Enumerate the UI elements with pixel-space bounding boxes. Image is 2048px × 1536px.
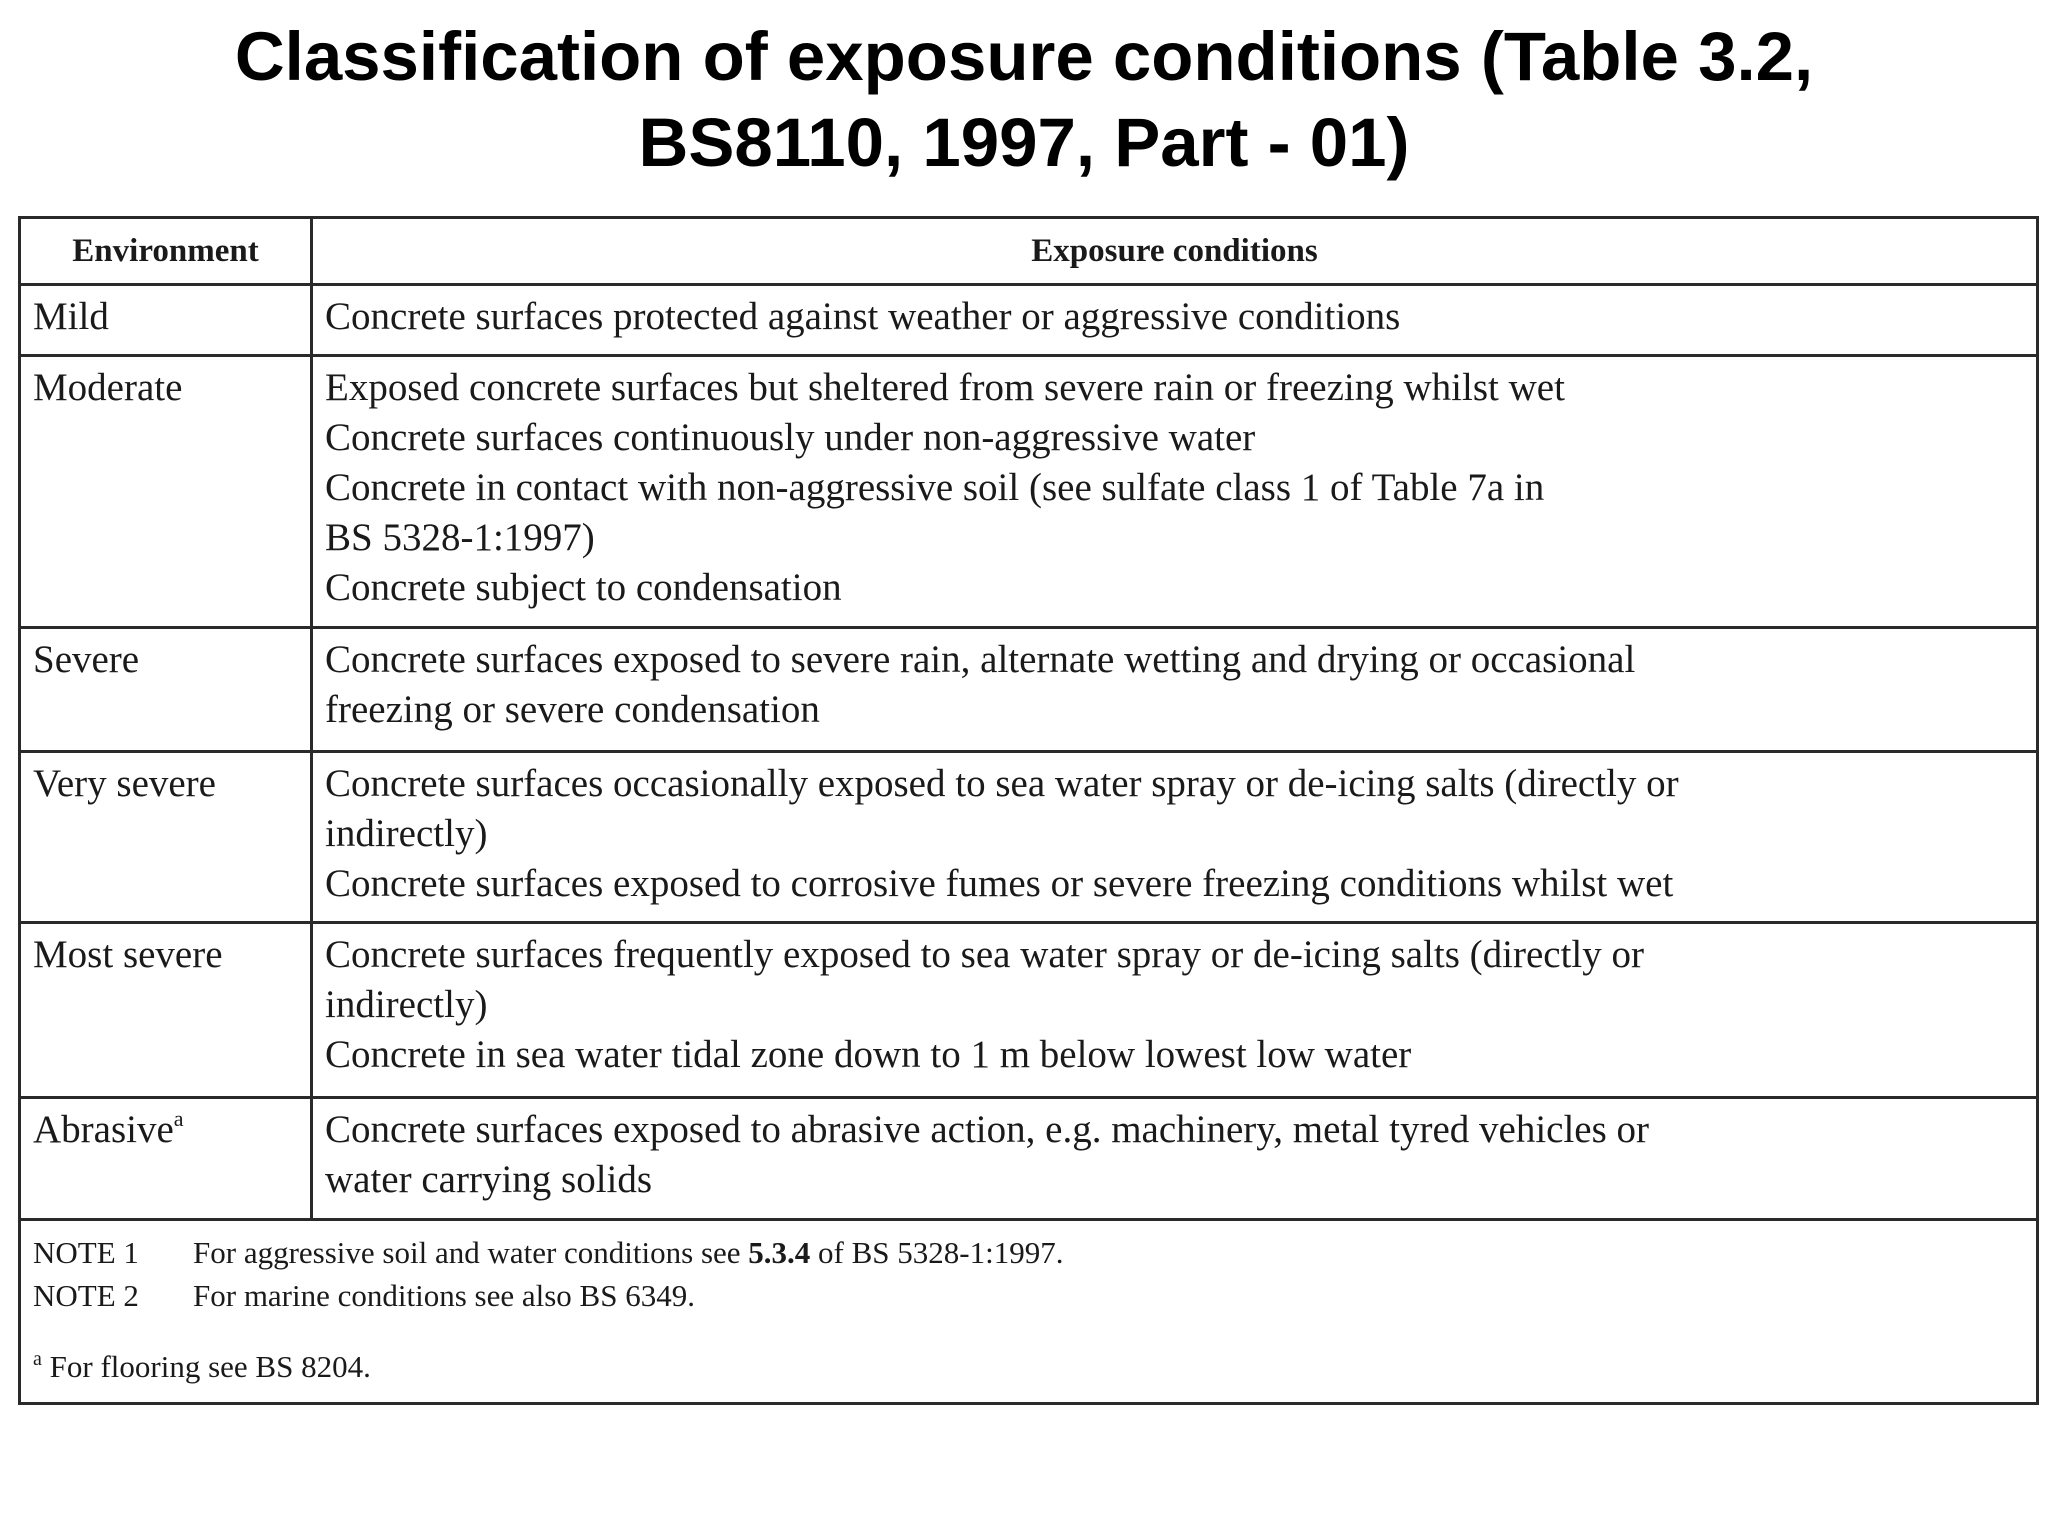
condition-line: BS 5328-1:1997)	[325, 516, 595, 559]
footnote	[33, 1345, 2024, 1388]
header-exposure-conditions: Exposure conditions	[312, 218, 2038, 285]
table-row	[20, 752, 2038, 923]
page-title-line-1: Classification of exposure conditions (Table 3.2,	[234, 18, 1814, 95]
header-environment: Environment	[20, 218, 312, 285]
notes-row	[20, 1220, 2038, 1404]
footnote-text: For flooring see BS 8204.	[41, 1349, 371, 1384]
note-1	[33, 1231, 2024, 1274]
condition-line: Concrete subject to condensation	[325, 566, 842, 609]
condition-line: Concrete in contact with non-aggressive soil (see sulfate class 1 of Table 7a in	[325, 466, 1545, 509]
note-spacer	[33, 1317, 2024, 1345]
exposure-conditions-table	[18, 216, 2039, 1405]
condition-line: Exposed concrete surfaces but sheltered from severe rain or freezing whilst wet	[325, 366, 1565, 409]
table-row	[20, 1098, 2038, 1220]
note-1-text-post: of BS 5328-1:1997.	[810, 1235, 1064, 1270]
note-1-clause-ref: 5.3.4	[748, 1235, 811, 1270]
note-2-label: NOTE 2	[33, 1278, 139, 1313]
exposure-conditions-cell	[312, 1098, 2038, 1220]
note-1-text-pre: For aggressive soil and water conditions see	[193, 1235, 749, 1270]
note-1-label: NOTE 1	[33, 1235, 139, 1270]
notes-cell	[20, 1220, 2038, 1404]
condition-line: Concrete surfaces exposed to corrosive fumes or severe freezing conditions whilst wet	[325, 862, 1674, 905]
environment-label: Abrasive	[33, 1108, 174, 1151]
environment-cell: Most severe	[20, 923, 312, 1098]
environment-cell: Mild	[20, 285, 312, 356]
environment-cell: Very severe	[20, 752, 312, 923]
table-row	[20, 628, 2038, 752]
environment-cell	[20, 1098, 312, 1220]
environment-cell: Moderate	[20, 356, 312, 628]
table-row	[20, 923, 2038, 1098]
condition-line: Concrete surfaces continuously under non-aggressive water	[325, 416, 1256, 459]
exposure-conditions-cell	[312, 752, 2038, 923]
condition-line: Concrete surfaces frequently exposed to sea water spray or de-icing salts (directly or	[325, 933, 1644, 976]
condition-line: Concrete surfaces occasionally exposed to sea water spray or de-icing salts (directly or	[325, 762, 1679, 805]
environment-cell: Severe	[20, 628, 312, 752]
exposure-conditions-cell	[312, 356, 2038, 628]
footnote-marker: a	[33, 1348, 42, 1370]
condition-line: water carrying solids	[325, 1158, 653, 1201]
page-title	[0, 14, 2048, 186]
page-title-line-2: BS8110, 1997, Part - 01)	[638, 104, 1410, 181]
note-2	[33, 1274, 2024, 1317]
condition-line: indirectly)	[325, 983, 488, 1026]
exposure-conditions-cell	[312, 923, 2038, 1098]
table-header-row	[20, 218, 2038, 285]
condition-line: Concrete surfaces exposed to severe rain, alternate wetting and drying or occasional	[325, 638, 1636, 681]
exposure-conditions-cell	[312, 285, 2038, 356]
footnote-marker: a	[173, 1106, 184, 1131]
exposure-conditions-cell	[312, 628, 2038, 752]
table-row	[20, 356, 2038, 628]
condition-line: Concrete in sea water tidal zone down to 1 m below lowest low water	[325, 1033, 1412, 1076]
note-2-text: For marine conditions see also BS 6349.	[193, 1278, 695, 1313]
table-row	[20, 285, 2038, 356]
condition-line: Concrete surfaces protected against weather or aggressive conditions	[325, 295, 1401, 338]
condition-line: indirectly)	[325, 812, 488, 855]
condition-line: freezing or severe condensation	[325, 688, 820, 731]
condition-line: Concrete surfaces exposed to abrasive action, e.g. machinery, metal tyred vehicles or	[325, 1108, 1650, 1151]
